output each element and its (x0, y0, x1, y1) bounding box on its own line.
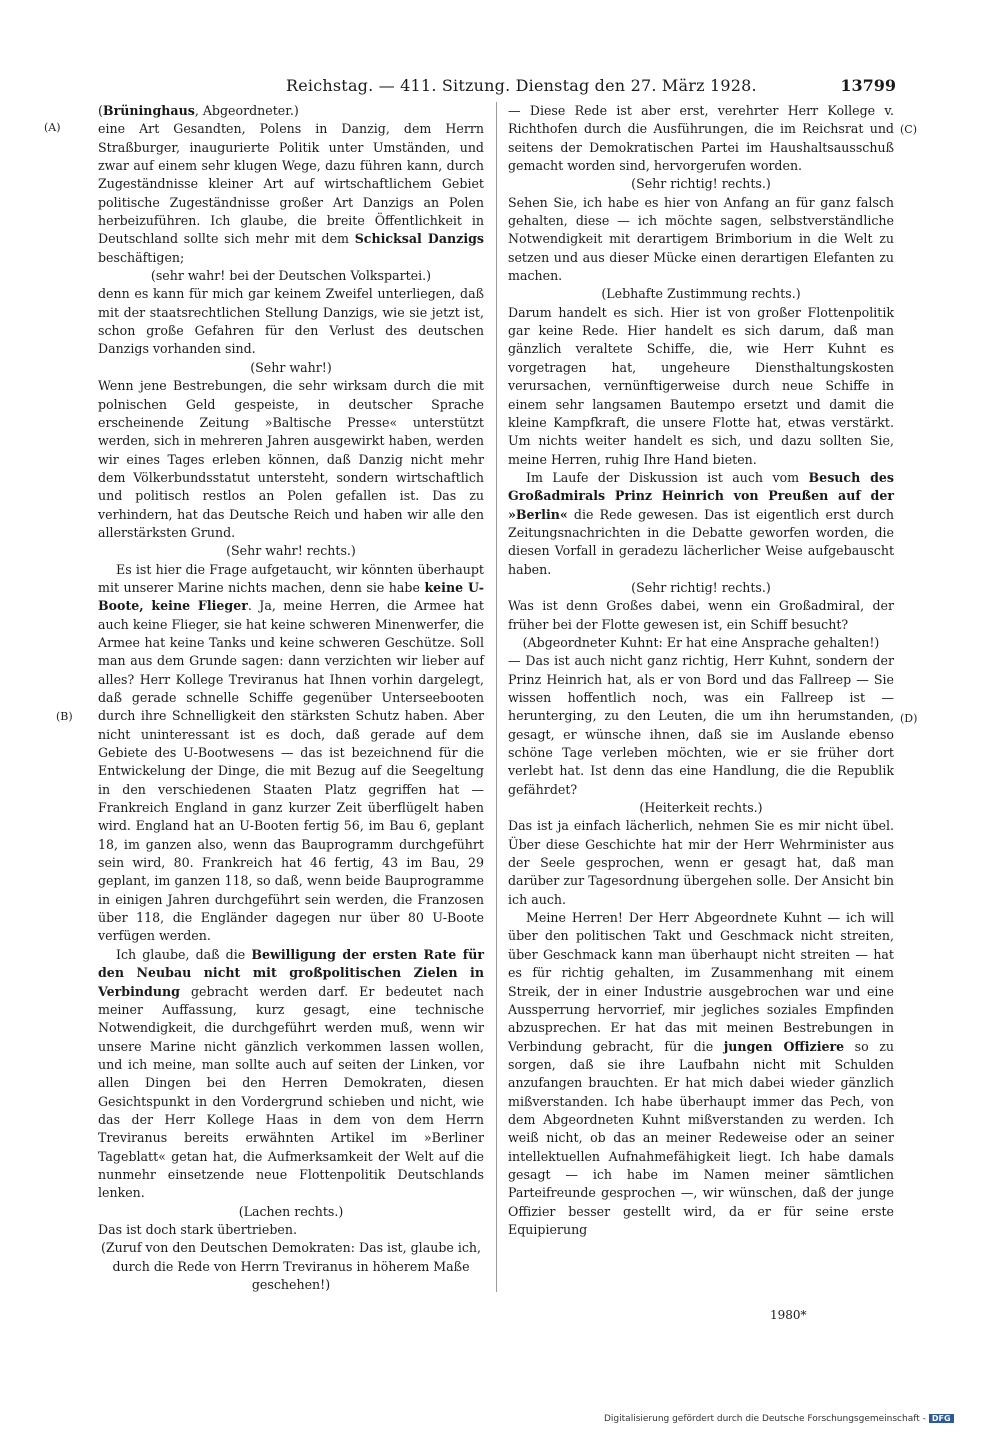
interjection: (Sehr wahr!) (250, 359, 332, 375)
paragraph: Das ist ja einfach lächerlich, nehmen Sie es mir nicht übel. Über diese Geschichte hat mir der Herr Wehrminister aus der Seele gesprochen, wenn er gesagt hat, daß man darüber zur Tagesordnung übergehen solle. Der Ansicht bin ich auch. (508, 818, 894, 907)
column-divider (496, 102, 497, 1292)
margin-marker-c: (C) (900, 123, 917, 136)
margin-marker-d: (D) (900, 712, 918, 725)
interjection: (Abgeordneter Kuhnt: Er hat eine Ansprache gehalten!) (522, 634, 880, 650)
footer (604, 1414, 954, 1424)
paragraph: denn es kann für mich gar keinem Zweifel unterliegen, daß mit der staatsrechtlichen Stellung Danzigs, wie sie jetzt ist, schon große Gefahren für den Verlust des deutschen Danzigs vorhanden sind. (98, 286, 484, 357)
paragraph: Meine Herren! Der Herr Abgeordnete Kuhnt — ich will über den politischen Takt und Geschmack nicht streiten, über Geschmack kann man überhaupt nicht streiten — hat es für richtig gehalten, im Zusammenhang mit einem Streik, der in einer Industrie ausgebrochen war und eine Aussperrung hervorrief, mir jegliches soziales Empfinden abzusprechen. Er hat das mit meinen Bestrebungen in Verbindung gebracht, für die jungen Offiziere so zu sorgen, daß sie ihre Laufbahn nicht mit Schulden anzufangen brauchten. Er hat mich dabei wieder gänzlich mißverstanden. Ich habe überhaupt immer das Pech, von dem Abgeordneten Kuhnt mißverstanden zu werden. Ich weiß nicht, ob das an meiner Redeweise oder an seiner intellektuellen Aufnahmefähigkeit liegt. Ich habe damals gesagt — ich habe im Namen meiner sämtlichen Parteifreunde gesprochen —, wir wünschen, daß der junge Offizier besser gestellt wird, da er für seine erste Equipierung (508, 910, 894, 1237)
paragraph: — Das ist auch nicht ganz richtig, Herr Kuhnt, sondern der Prinz Heinrich hat, als er von Bord und das Fallreep — Sie wissen hoffentlich noch, was ein Fallreep ist — herunterging, zu den Leuten, die um ihn herumstanden, gesagt, er wünsche ihnen, daß sie im Auslande ebenso schöne Tage verleben möchten, wie er sie früher dort verlebt hat. Ist denn das eine Handlung, die die Republik gefährdet? (508, 653, 894, 797)
interjection: (Lebhafte Zustimmung rechts.) (601, 286, 801, 302)
interjection: (Heiterkeit rechts.) (639, 800, 763, 816)
left-text-column (98, 102, 484, 1294)
paragraph: Wenn jene Bestrebungen, die sehr wirksam durch die mit polnischen Geld gespeiste, in deutscher Sprache erscheinende Zeitung »Baltische Presse« unterstützt werden, sich in mehreren Jahren ausgewirkt haben, werden wir eines Tages erleben können, daß Danzig nicht mehr dem Völkerbundsstatut untersteht, sondern wirtschaftlich und politisch restlos an Polen gefallen ist. Das zu verhindern, hat das Deutsche Reich und haben wir alle den allerstärksten Grund. (98, 378, 484, 540)
paragraph: Sehen Sie, ich habe es hier von Anfang an für ganz falsch gehalten, diese — ich möchte sagen, selbstverständliche Notwendigkeit mit derartigem Brimborium in die Welt zu setzen und aus dieser Mücke einen derartigen Elefanten zu machen. (508, 194, 894, 284)
interjection: (Sehr richtig! rechts.) (631, 176, 771, 192)
page-title: Reichstag. — 411. Sitzung. Dienstag den 27. März 1928. (286, 76, 757, 95)
interjection: (sehr wahr! bei der Deutschen Volkspartei.) (150, 268, 432, 284)
paragraph: eine Art Gesandten, Polens in Danzig, dem Herrn Straßburger, inaugurierte Politik unter Umständen, und zwar auf einem sehr klugen Wege, dazu führen kann, durch Zugeständnisse kleiner Art auf wirtschaftlichem Gebiet politische Zugeständnisse großer Art Danzigs an Polen herbeizuführen. Ich glaube, die breite Öffentlichkeit in Deutschland sollte sich mehr mit dem Schicksal Danzigs beschäftigen; (98, 121, 484, 265)
footer-text: Digitalisierung gefördert durch die Deutsche Forschungsgemeinschaft - (604, 1414, 926, 1424)
margin-marker-a: (A) (44, 121, 61, 134)
interjection: (Sehr wahr! rechts.) (226, 543, 356, 559)
paragraph: — Diese Rede ist aber erst, verehrter Herr Kollege v. Richthofen durch die Ausführungen, die im Reichsrat und seitens der Demokratischen Partei im Haushaltsausschuß gemacht worden sind, hervorgerufen worden. (508, 103, 894, 174)
page-header (286, 76, 896, 100)
paragraph: Was ist denn Großes dabei, wenn ein Großadmiral, der früher bei der Flotte gewesen ist, ein Schiff besucht? (508, 598, 894, 632)
printer-signature: 1980* (770, 1308, 807, 1322)
paragraph: Es ist hier die Frage aufgetaucht, wir könnten überhaupt mit unserer Marine nichts machen, denn sie habe keine U-Boote, keine Flieger. Ja, meine Herren, die Armee hat auch keine Flieger, sie hat keine schweren Minenwerfer, die Armee hat keine Tanks und keine schweren Geschütze. Soll man aus dem Grunde sagen: dann verzichten wir lieber auf alles? Herr Kollege Treviranus hat Ihnen vorhin dargelegt, daß gerade schnelle Schiffe gegenüber Unterseebooten durch ihre Schnelligkeit den stärksten Schutz haben. Aber nicht uninteressant ist es doch, daß gerade auf dem Gebiete des U-Bootwesens — das ist bezeichnend für die Entwickelung der Dinge, die mit Bezug auf die Seegeltung in den verschiedenen Staaten Platz gegriffen hat — Frankreich England in ganz kurzer Zeit überflügelt haben wird. England hat an U-Booten fertig 56, im Bau 6, geplant 18, im ganzen also, wenn das Bauprogramm durchgeführt sein wird, 80. Frankreich hat 46 fertig, 43 im Bau, 29 geplant, im ganzen 118, so daß, wenn beide Bauprogramme in einigen Jahren durchgeführt sein werden, die Franzosen über 118, die Engländer dagegen nur über 80 U-Boote verfügen werden. (98, 561, 484, 944)
interjection: (Lachen rechts.) (238, 1203, 344, 1219)
paragraph: Ich glaube, daß die Bewilligung der ersten Rate für den Neubau nicht mit großpolitischen Zielen in Verbindung gebracht werden darf. Er bedeutet nach meiner Auffassung, kurz gesagt, eine technische Notwendigkeit, die durchgeführt werden muß, wenn wir unsere Marine nicht gänzlich verkommen lassen wollen, und ich meine, man sollte auch auf seiten der Linken, vor allen Dingen bei den Herren Demokraten, diesen Gesichtspunkt in den Vordergrund schieben und nicht, wie das der Herr Kollege Haas in dem von dem Herrn Treviranus bereits erwähnten Artikel im »Berliner Tageblatt« getan hat, die Aufmerksamkeit der Welt auf die nunmehr einsetzende neue Flottenpolitik Deutschlands lenken. (98, 946, 485, 1201)
speaker-label: (Brüninghaus, Abgeordneter.) (98, 103, 299, 118)
dfg-logo-icon: DFG (929, 1414, 954, 1423)
right-text-column (508, 102, 894, 1239)
paragraph: Im Laufe der Diskussion ist auch vom Besuch des Großadmirals Prinz Heinrich von Preußen auf der »Berlin« die Rede gewesen. Das ist eigentlich erst durch Zeitungsnachrichten in die Debatte geworfen worden, die diesen Vorfall in geradezu lächerlicher Weise aufgebauscht haben. (508, 469, 894, 577)
page-number: 13799 (840, 76, 896, 95)
interjection: (Zuruf von den Deutschen Demokraten: Das ist, glaube ich, durch die Rede von Herrn Treviranus in höherem Maße geschehen!) (100, 1240, 482, 1292)
interjection: (Sehr richtig! rechts.) (631, 579, 771, 595)
paragraph: Darum handelt es sich. Hier ist von großer Flottenpolitik gar keine Rede. Hier handelt es sich darum, daß man gänzlich veraltete Schiffe, die, wie Herr Kuhnt es vorgetragen hat, ungeheure Diensthaltungskosten verursachen, vernünftigerweise durch neue Schiffe in einem sehr langsamen Bautempo ersetzt und damit die kleine Kampfkraft, die unsere Flotte hat, etwas verstärkt. Um nichts weiter handelt es sich, und dazu sollten Sie, meine Herren, ruhig Ihre Hand bieten. (508, 304, 894, 467)
margin-marker-b: (B) (56, 710, 73, 723)
paragraph: Das ist doch stark übertrieben. (98, 1221, 297, 1237)
